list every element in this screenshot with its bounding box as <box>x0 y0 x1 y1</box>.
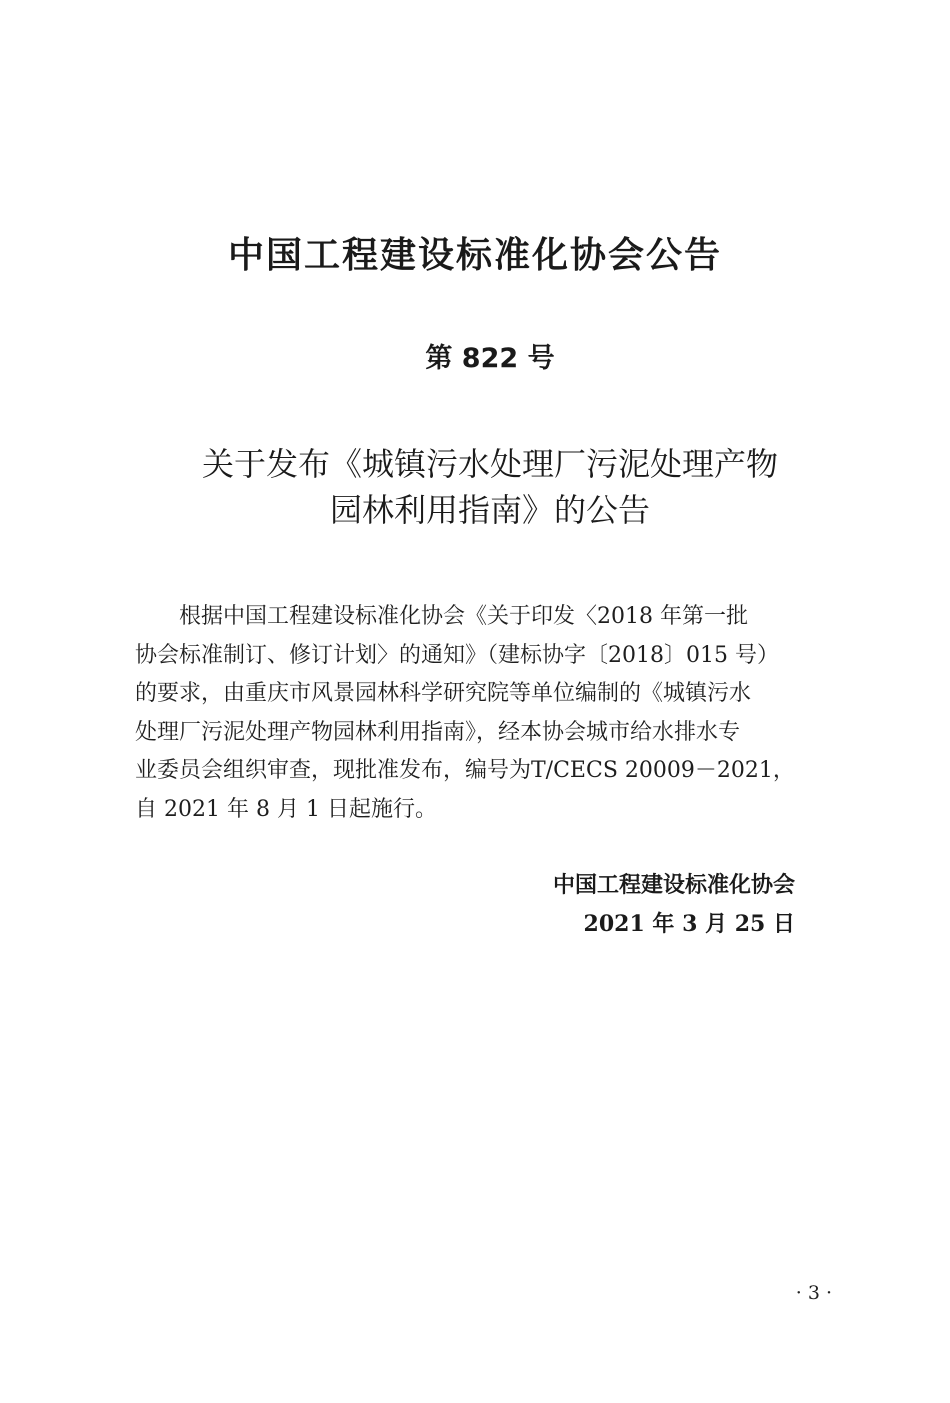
document-title-line-1: 关于发布《城镇污水处理厂污泥处理产物 <box>201 445 778 483</box>
signature-organization: 中国工程建设标准化协会 <box>552 873 795 898</box>
body-line: 根据中国工程建设标准化协会《关于印发〈2018 年第一批 <box>179 604 748 629</box>
signature-date: 2021 年 3 月 25 日 <box>583 911 795 937</box>
body-line: 自 2021 年 8 月 1 日起施行。 <box>135 796 437 822</box>
document-title-line-2: 园林利用指南》的公告 <box>329 491 650 529</box>
organization-heading: 中国工程建设标准化协会公告 <box>227 235 722 276</box>
page-number: · 3 · <box>795 1282 832 1304</box>
announcement-body <box>135 598 847 829</box>
body-line: 业委员会组织审查，现批准发布，编号为T/CECS 20009－2021， <box>135 758 795 783</box>
body-line: 的要求，由重庆市风景园林科学研究院等单位编制的《城镇污水 <box>135 681 752 706</box>
body-line: 协会标准制订、修订计划〉的通知》（建标协字〔2018〕015 号） <box>135 642 779 668</box>
announcement-number: 第 822 号 <box>425 343 555 374</box>
document-title <box>0 441 950 533</box>
body-line: 处理厂污泥处理产物园林利用指南》，经本协会城市给水排水专 <box>135 719 741 745</box>
